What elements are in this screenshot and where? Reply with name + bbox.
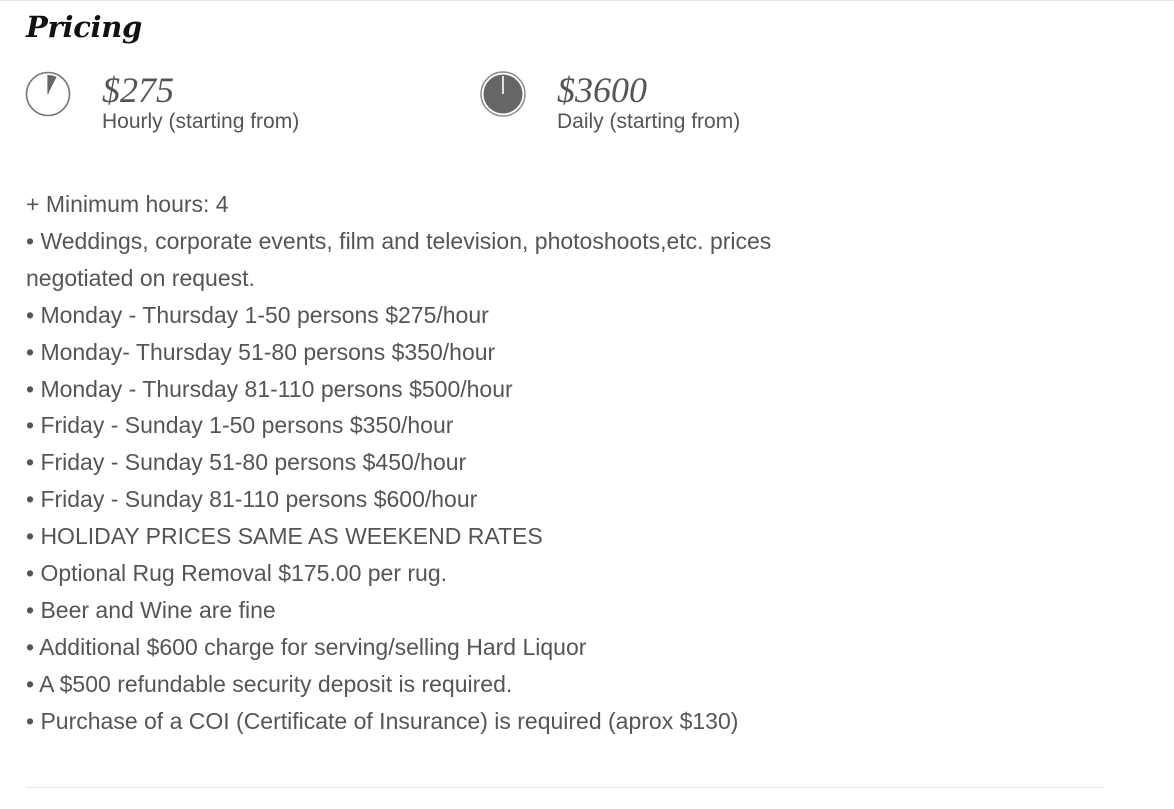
note-rug-removal: • Optional Rug Removal $175.00 per rug.	[26, 560, 448, 587]
pricing-notes-list	[26, 186, 866, 740]
note-rate-fri-sun-1-50: • Friday - Sunday 1-50 persons $350/hour	[26, 412, 454, 439]
pricing-heading: Pricing	[26, 10, 143, 44]
top-divider	[0, 0, 1174, 1]
note-rate-fri-sun-51-80: • Friday - Sunday 51-80 persons $450/hour	[26, 449, 467, 476]
hourly-price-label: Hourly (starting from)	[102, 110, 300, 133]
note-rate-mon-thu-1-50: • Monday - Thursday 1-50 persons $275/hour	[26, 301, 489, 328]
note-negotiated-events: • Weddings, corporate events, film and television, photoshoots,etc. prices negotiated on request.	[26, 227, 772, 291]
note-security-deposit: • A $500 refundable security deposit is required.	[26, 670, 513, 697]
bottom-divider	[26, 787, 1104, 788]
note-minimum-hours: + Minimum hours: 4	[26, 191, 229, 217]
note-rate-mon-thu-81-110: • Monday - Thursday 81-110 persons $500/hour	[26, 375, 513, 402]
note-hard-liquor: • Additional $600 charge for serving/selling Hard Liquor	[26, 633, 587, 660]
note-holiday-prices: • HOLIDAY PRICES SAME AS WEEKEND RATES	[26, 523, 543, 550]
note-rate-mon-thu-51-80: • Monday- Thursday 51-80 persons $350/hour	[26, 338, 496, 365]
note-coi: • Purchase of a COI (Certificate of Insurance) is required (aprox $130)	[26, 707, 739, 734]
note-rate-fri-sun-81-110: • Friday - Sunday 81-110 persons $600/hour	[26, 486, 478, 513]
note-beer-wine: • Beer and Wine are fine	[26, 596, 276, 623]
daily-price-amount: $3600	[557, 70, 647, 110]
hourly-price-amount: $275	[102, 70, 174, 110]
daily-price-label: Daily (starting from)	[557, 110, 741, 133]
clock-full-icon	[479, 70, 527, 118]
clock-partial-icon	[24, 70, 72, 118]
